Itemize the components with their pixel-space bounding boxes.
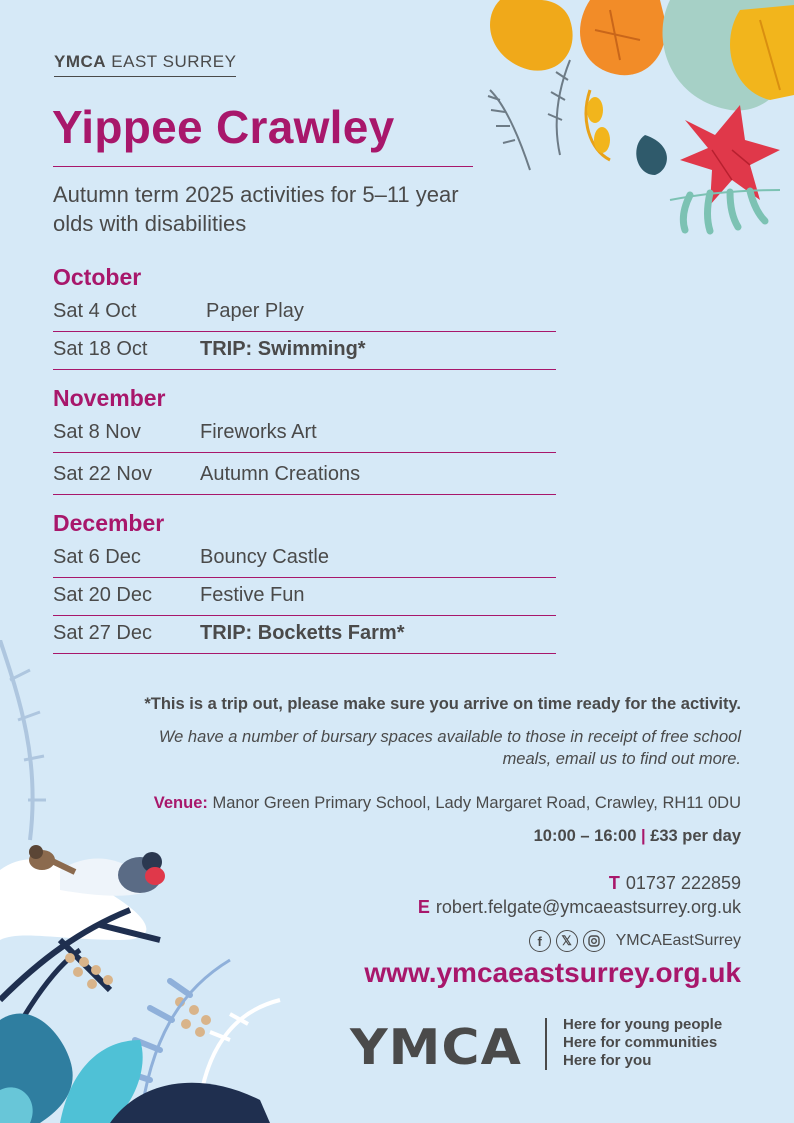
- event-date: Sat 8 Nov: [53, 421, 141, 443]
- event-date: Sat 4 Oct: [53, 300, 137, 322]
- x-icon[interactable]: 𝕏: [556, 930, 578, 952]
- website-link[interactable]: www.ymcaeastsurrey.org.uk: [364, 957, 741, 988]
- page-subtitle: Autumn term 2025 activities for 5–11 year olds with disabilities: [53, 182, 459, 236]
- tagline: Here for you: [563, 1052, 652, 1069]
- telephone-number[interactable]: 01737 222859: [625, 873, 741, 893]
- event-date: Sat 20 Dec: [53, 584, 152, 606]
- venue-line: [154, 794, 741, 813]
- schedule-row: [53, 456, 556, 495]
- social-handle: YMCAEastSurrey: [615, 932, 741, 949]
- event-activity: TRIP: Swimming*: [200, 338, 366, 360]
- autumn-leaves-illustration: [470, 0, 794, 275]
- schedule-row: [53, 577, 556, 616]
- title-divider: [53, 166, 473, 167]
- instagram-icon[interactable]: [583, 930, 605, 952]
- schedule-row: [53, 414, 556, 453]
- venue-label: Venue:: [153, 794, 208, 812]
- month-heading-october: October: [53, 264, 142, 290]
- email-label: E: [417, 897, 430, 917]
- telephone-line: [609, 873, 741, 894]
- event-date: Sat 18 Oct: [53, 338, 148, 360]
- separator: |: [640, 827, 646, 845]
- ymca-logo: YMCA: [350, 1019, 522, 1077]
- session-price: £33 per day: [650, 827, 741, 845]
- tagline: Here for young people: [563, 1016, 723, 1033]
- time-price-line: [534, 827, 741, 846]
- social-links: [529, 928, 741, 954]
- tagline: Here for communities: [563, 1034, 718, 1051]
- schedule-row: [53, 539, 556, 578]
- bursary-note: We have a number of bursary spaces available to those in receipt of free school meals, email us to find out more.: [158, 728, 741, 768]
- event-activity: Fireworks Art: [200, 421, 317, 443]
- event-activity: TRIP: Bocketts Farm*: [200, 622, 405, 644]
- organisation-name: YMCA EAST SURREY: [54, 52, 236, 77]
- email-address[interactable]: robert.felgate@ymcaeastsurrey.org.uk: [435, 897, 741, 917]
- event-activity: Bouncy Castle: [200, 546, 329, 568]
- email-line: [418, 897, 741, 918]
- facebook-icon[interactable]: f: [529, 930, 551, 952]
- event-activity: Autumn Creations: [200, 463, 361, 485]
- page-title: Yippee Crawley: [52, 101, 395, 153]
- event-activity: Festive Fun: [200, 584, 305, 606]
- event-date: Sat 22 Nov: [53, 463, 152, 485]
- venue-address: Manor Green Primary School, Lady Margaret Road, Crawley, RH11 0DU: [212, 794, 741, 812]
- trip-note: *This is a trip out, please make sure you arrive on time ready for the activity.: [144, 695, 741, 713]
- schedule-row: [53, 615, 556, 654]
- logo-divider: [545, 1018, 547, 1070]
- month-heading-november: November: [53, 385, 166, 411]
- session-time: 10:00 – 16:00: [533, 827, 637, 845]
- telephone-label: T: [608, 873, 620, 893]
- event-activity: Paper Play: [206, 300, 304, 322]
- event-date: Sat 6 Dec: [53, 546, 141, 568]
- event-date: Sat 27 Dec: [53, 622, 152, 644]
- schedule-row: [53, 331, 556, 370]
- schedule-row: [53, 293, 556, 332]
- month-heading-december: December: [53, 510, 165, 536]
